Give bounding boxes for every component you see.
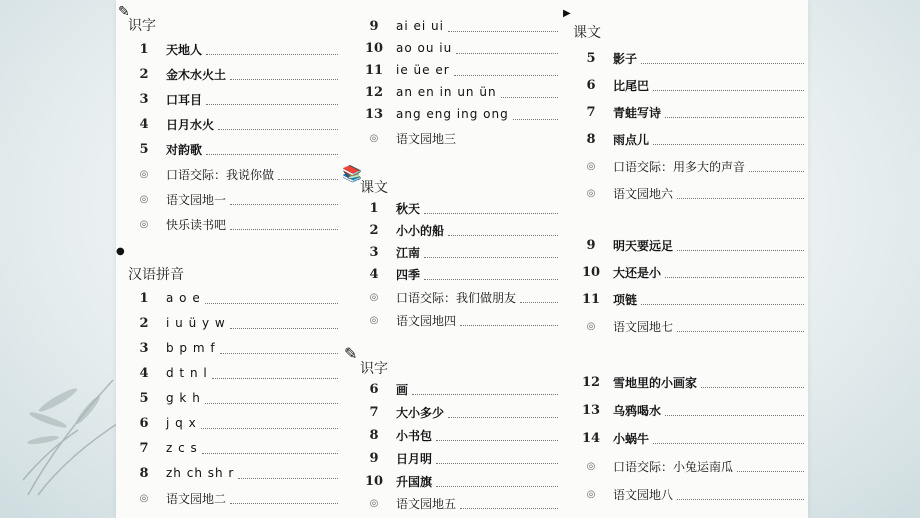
toc-item[interactable]: 5 g k h (132, 387, 342, 409)
toc-item[interactable]: 3 口耳目 (132, 88, 342, 110)
toc-item[interactable]: 1 秋天 (362, 197, 562, 219)
toc-item[interactable]: 11 ie üe er (362, 59, 562, 81)
toc-item[interactable]: 5 对韵歌 (132, 138, 342, 160)
toc-item[interactable]: ◎ 语文园地七 (579, 315, 808, 337)
toc-item[interactable]: 6 比尾巴 (579, 74, 808, 96)
toc-item[interactable]: 2 小小的船 (362, 219, 562, 241)
section-title-kewen: 课文 (360, 180, 388, 196)
toc-item[interactable]: 4 d t n l (132, 362, 342, 384)
toc-item[interactable]: 12 an en in un ün (362, 81, 562, 103)
toc-item[interactable]: 9 明天要远足 (579, 234, 808, 256)
toc-item[interactable]: 8 小书包 (362, 424, 562, 446)
toc-item[interactable]: 5 影子 (579, 47, 808, 69)
pencil-icon: ✎ (118, 4, 130, 20)
toc-item[interactable]: 2 i u ü y w (132, 312, 342, 334)
toc-item[interactable]: ◎ 口语交际：我说你做 (132, 163, 342, 185)
toc-item[interactable]: 7 z c s (132, 437, 342, 459)
toc-item[interactable]: 1 a o e (132, 287, 342, 309)
section-title-pinyin: 汉语拼音 (128, 267, 184, 283)
toc-item[interactable]: 8 雨点儿 (579, 128, 808, 150)
toc-item[interactable]: 7 大小多少 (362, 401, 562, 423)
pencil-icon: ✎ (344, 344, 358, 363)
toc-item[interactable]: 13 乌鸦喝水 (579, 399, 808, 421)
section-title-shizi: 识字 (128, 18, 156, 34)
toc-item[interactable]: ◎ 语文园地四 (362, 309, 562, 331)
toc-item[interactable]: 6 j q x (132, 412, 342, 434)
table-of-contents-page (116, 0, 808, 518)
toc-item[interactable]: 3 b p m f (132, 337, 342, 359)
toc-item[interactable]: 6 画 (362, 378, 562, 400)
toc-item[interactable]: 14 小蜗牛 (579, 427, 808, 449)
toc-item[interactable]: ◎ 口语交际：用多大的声音 (579, 155, 808, 177)
toc-item[interactable]: 11 项链 (579, 288, 808, 310)
toc-item[interactable]: 1 天地人 (132, 38, 342, 60)
toc-item[interactable]: 2 金木水火土 (132, 63, 342, 85)
section-title-shizi-2: 识字 (360, 361, 388, 377)
toc-item[interactable]: 10 ao ou iu (362, 37, 562, 59)
toc-item[interactable]: 12 雪地里的小画家 (579, 371, 808, 393)
flag-icon: ▶ (563, 8, 571, 19)
toc-item[interactable]: ◎ 快乐读书吧 (132, 213, 342, 235)
bullet-icon: ● (116, 246, 125, 257)
toc-item[interactable]: ◎ 语文园地二 (132, 487, 342, 509)
toc-item[interactable]: 9 日月明 (362, 447, 562, 469)
toc-item[interactable]: ◎ 语文园地八 (579, 483, 808, 505)
toc-item[interactable]: 10 升国旗 (362, 470, 562, 492)
bamboo-ink-decoration (18, 360, 128, 500)
toc-item[interactable]: 8 zh ch sh r (132, 462, 342, 484)
toc-item[interactable]: ◎ 口语交际：我们做朋友 (362, 286, 562, 308)
toc-item[interactable]: ◎ 语文园地五 (362, 492, 562, 514)
toc-item[interactable]: ◎ 口语交际：小兔运南瓜 (579, 455, 808, 477)
toc-item[interactable]: 3 江南 (362, 241, 562, 263)
toc-item[interactable]: 13 ang eng ing ong (362, 103, 562, 125)
toc-item[interactable]: 10 大还是小 (579, 261, 808, 283)
toc-item[interactable]: ◎ 语文园地三 (369, 131, 457, 146)
toc-item[interactable]: 7 青蛙写诗 (579, 101, 808, 123)
toc-item[interactable]: 4 四季 (362, 263, 562, 285)
toc-item[interactable]: ◎ 语文园地六 (579, 182, 808, 204)
toc-item[interactable]: 4 日月水火 (132, 113, 342, 135)
toc-item[interactable]: 9 ai ei ui (362, 15, 562, 37)
toc-item[interactable]: ◎ 语文园地一 (132, 188, 342, 210)
section-title-kewen-2: 课文 (573, 25, 601, 41)
book-icon: 📚 (342, 164, 362, 183)
